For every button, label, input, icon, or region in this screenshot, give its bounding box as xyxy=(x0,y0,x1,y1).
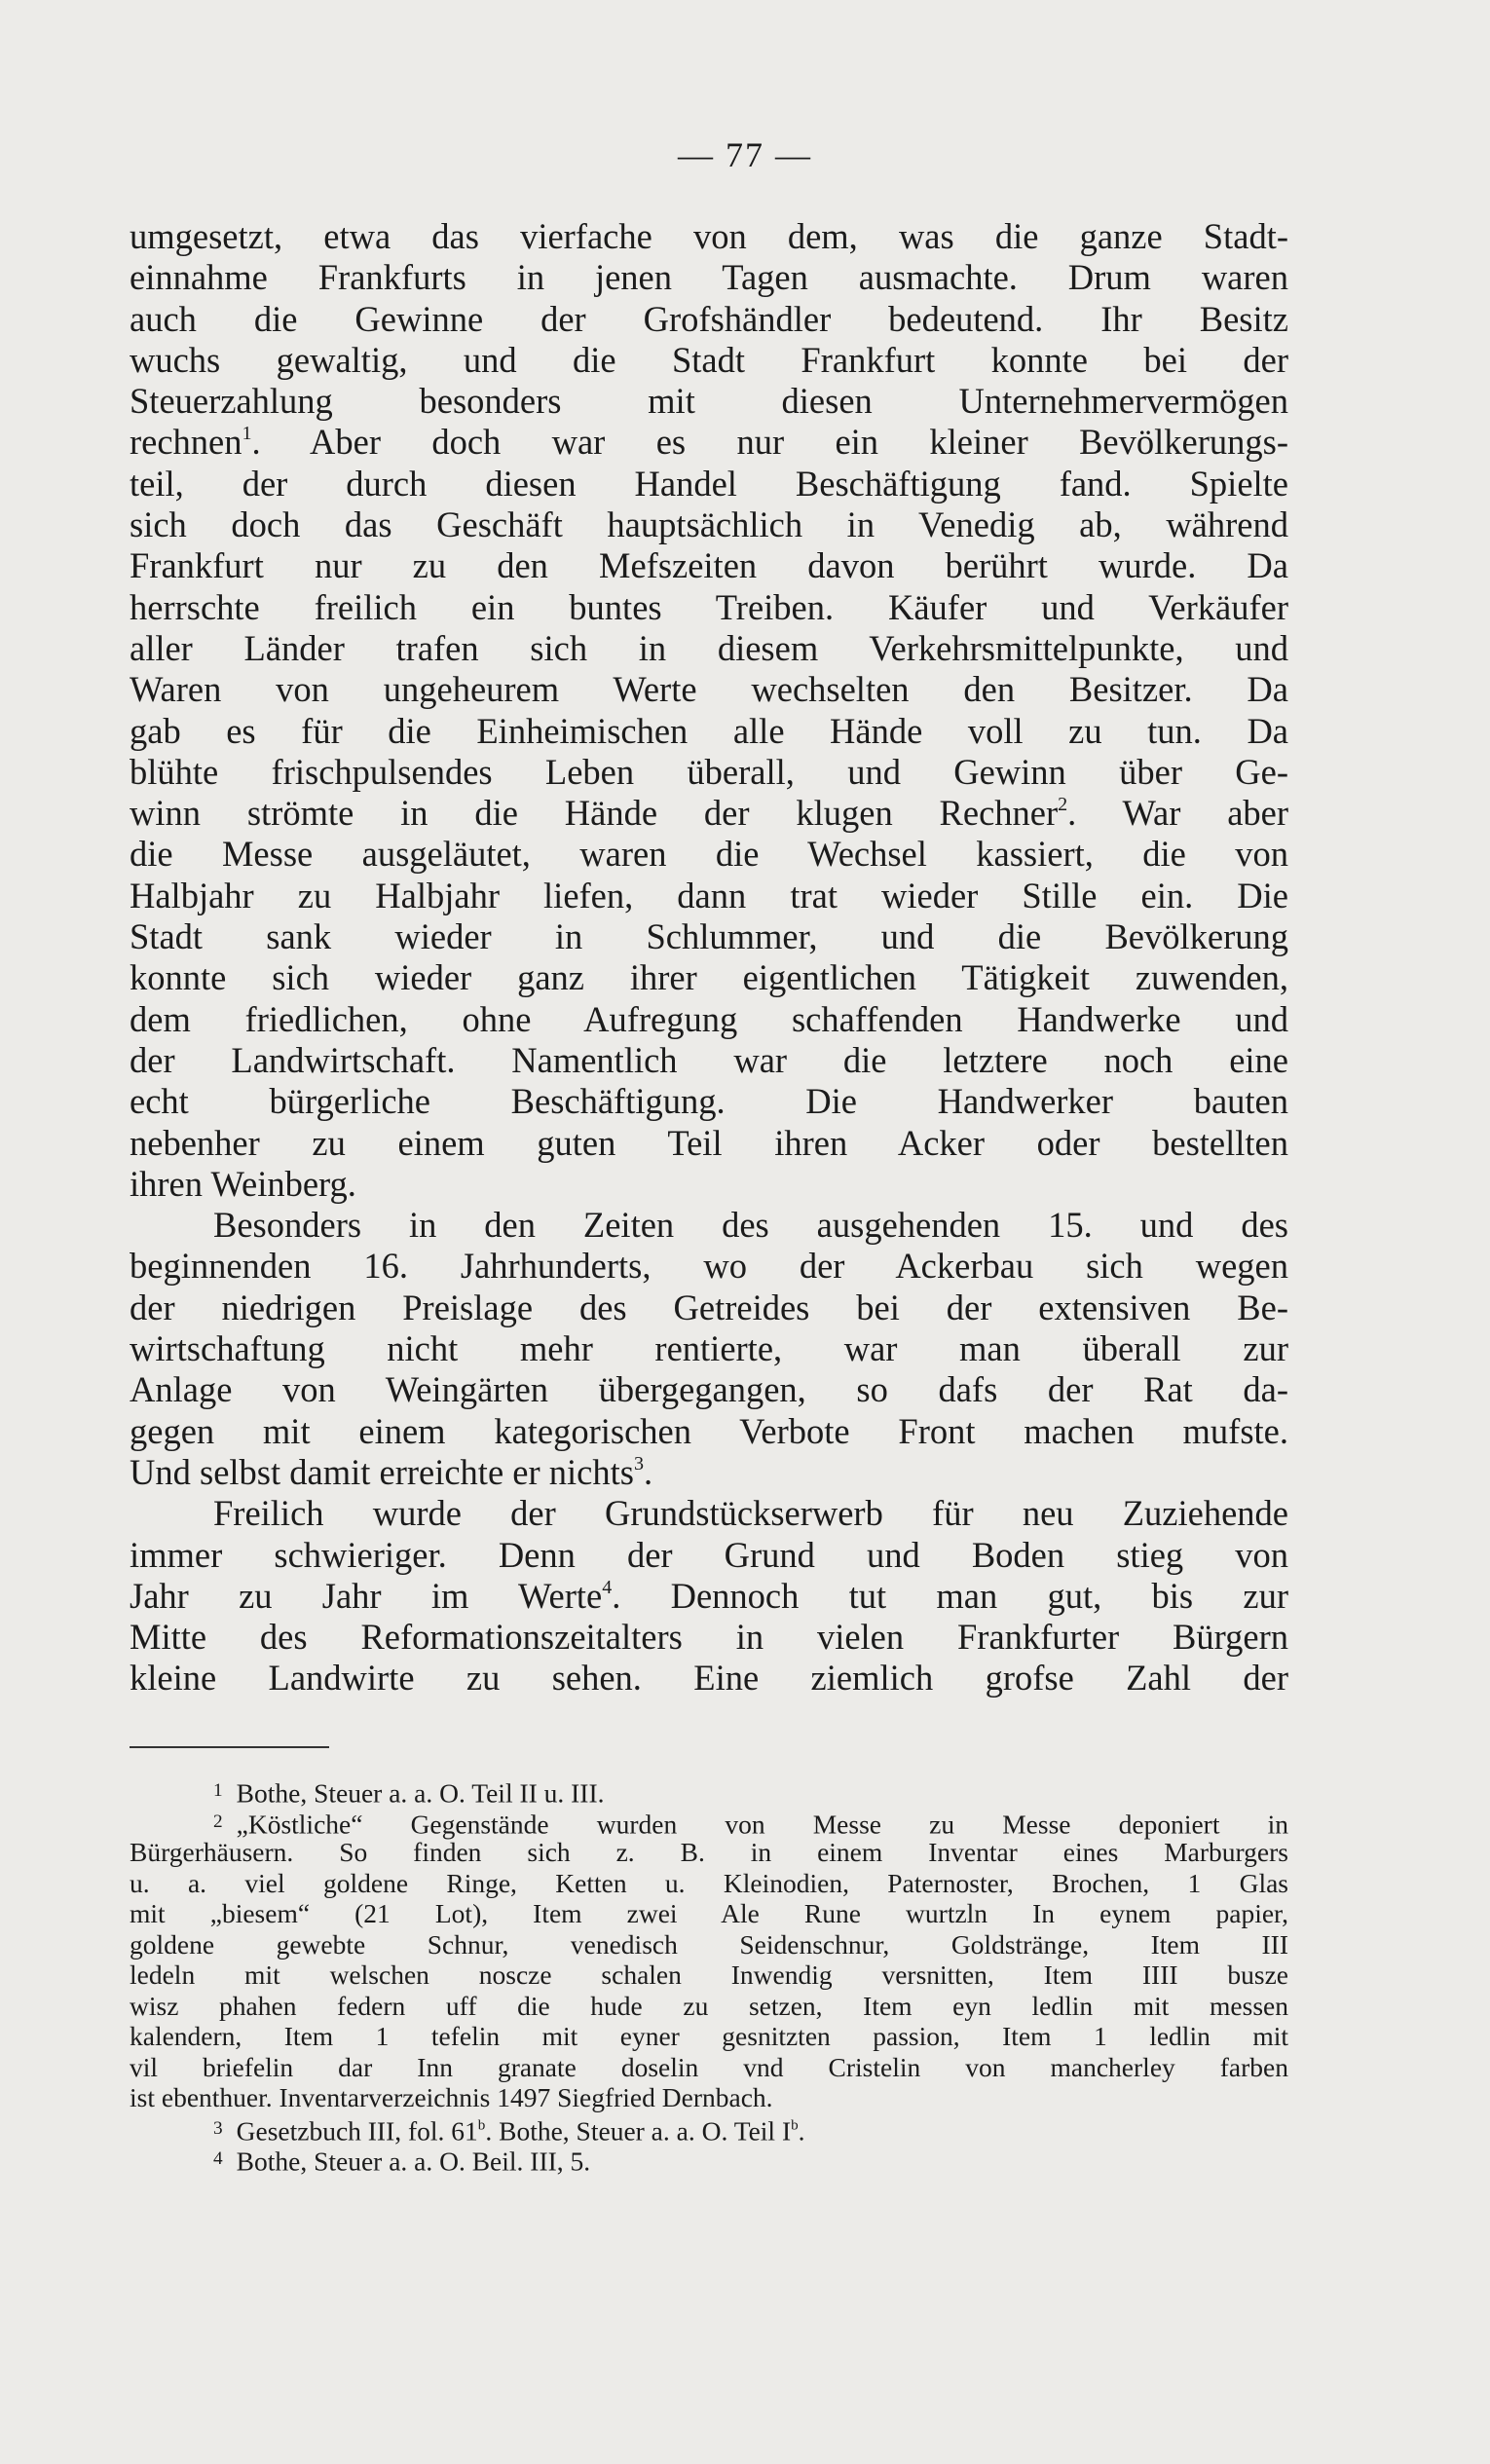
text-line: beginnenden 16. Jahrhunderts, wo der Ackerbau sich wegen xyxy=(130,1246,1288,1287)
text-segment: . Dennoch tut man gut, bis zur xyxy=(612,1575,1288,1616)
text-line: Steuerzahlung besonders mit diesen Unternehmervermögen xyxy=(130,381,1288,422)
text-line: Halbjahr zu Halbjahr liefen, dann trat wieder Stille ein. Die xyxy=(130,875,1288,915)
footnote-text: Bothe, Steuer a. a. O. Teil II u. III. xyxy=(236,1777,605,1809)
text-segment: winn strömte in die Hände der klugen Rechner xyxy=(130,793,1059,834)
footnote-line xyxy=(130,1929,1288,1960)
text-line: wirtschaftung nicht mehr rentierte, war man überall zur xyxy=(130,1328,1288,1369)
footnote-text: Bürgerhäusern. So finden sich z. B. in einem Inventar eines Marburgers xyxy=(130,1837,1288,1867)
footnote-text: ledeln mit welschen noscze schalen Inwendig versnitten, Item IIII busze xyxy=(130,1960,1288,1990)
text-line: kleine Landwirte zu sehen. Eine ziemlich grofse Zahl der xyxy=(130,1658,1288,1699)
footnote-line xyxy=(130,1868,1288,1899)
footnotes xyxy=(130,1775,1288,2175)
footnote-text: Gesetzbuch III, fol. 61 xyxy=(236,2115,478,2147)
footnote-text: goldene gewebte Schnur, venedisch Seidenschnur, Goldstränge, Item III xyxy=(130,1928,1288,1960)
footnote-text: mit „biesem“ (21 Lot), Item zwei Ale Rune wurtzln In eynem papier, xyxy=(130,1898,1288,1928)
text-line: Freilich wurde der Grundstückserwerb für neu Zuziehende xyxy=(213,1493,1288,1534)
footnote-line xyxy=(130,2144,1288,2175)
footnote-marker: 1 xyxy=(242,423,252,445)
footnote-line xyxy=(130,2052,1288,2083)
text-line: Frankfurt nur zu den Mefszeiten davon berührt wurde. Da xyxy=(130,545,1288,586)
body-text xyxy=(130,216,1288,1699)
text-segment: Und selbst damit erreichte er nichts xyxy=(130,1451,634,1492)
footnote-text: wisz phahen federn uff die hude zu setzen, Item eyn ledlin mit messen xyxy=(130,1990,1288,2021)
footnote-text: kalendern, Item 1 tefelin mit eyner gesnitzten passion, Item 1 ledlin mit xyxy=(130,2021,1288,2051)
text-line: aller Länder trafen sich in diesem Verkehrsmittelpunkte, und xyxy=(130,627,1288,668)
text-line: die Messe ausgeläutet, waren die Wechsel kassiert, die von xyxy=(130,834,1288,875)
footnote-text: . xyxy=(798,2115,805,2147)
text-line: Waren von ungeheurem Werte wechselten den Besitzer. Da xyxy=(130,669,1288,710)
footnote-text: . Bothe, Steuer a. a. O. Teil I xyxy=(485,2115,792,2147)
text-line: gab es für die Einheimischen alle Hände voll zu tun. Da xyxy=(130,710,1288,751)
text-line: echt bürgerliche Beschäftigung. Die Handwerker bauten xyxy=(130,1081,1288,1122)
text-line: umgesetzt, etwa das vierfache von dem, was die ganze Stadt- xyxy=(130,216,1288,256)
footnote-separator xyxy=(130,1746,329,1748)
text-line xyxy=(130,793,1288,834)
text-line: blühte frischpulsendes Leben überall, und Gewinn über Ge- xyxy=(130,751,1288,792)
text-line xyxy=(130,1452,1288,1493)
footnote-line xyxy=(130,1960,1288,1991)
text-segment: . Aber doch war es nur ein kleiner Bevölkerungs- xyxy=(251,422,1288,463)
footnote-line xyxy=(130,1807,1288,1838)
text-line: gegen mit einem kategorischen Verbote Front machen mufste. xyxy=(130,1410,1288,1451)
footnote-text: ist ebenthuer. Inventarverzeichnis 1497 Siegfried Dernbach. xyxy=(130,2082,773,2112)
text-line: wuchs gewaltig, und die Stadt Frankfurt konnte bei der xyxy=(130,339,1288,380)
text-line: teil, der durch diesen Handel Beschäftigung fand. Spielte xyxy=(130,463,1288,504)
text-line: Anlage von Weingärten übergegangen, so dafs der Rat da- xyxy=(130,1369,1288,1410)
footnote-text: u. a. viel goldene Ringe, Ketten u. Kleinodien, Paternoster, Brochen, 1 Glas xyxy=(130,1867,1288,1898)
footnote-line xyxy=(130,1775,1288,1807)
text-line: Mitte des Reformationszeitalters in vielen Frankfurter Bürgern xyxy=(130,1617,1288,1658)
text-segment: . xyxy=(643,1451,653,1492)
text-line: der niedrigen Preislage des Getreides bei der extensiven Be- xyxy=(130,1287,1288,1327)
footnote-number: 2 xyxy=(213,1811,223,1832)
footnote-number: 1 xyxy=(213,1780,223,1801)
footnote-text: Bothe, Steuer a. a. O. Beil. III, 5. xyxy=(236,2146,591,2177)
text-line: nebenher zu einem guten Teil ihren Acker oder bestellten xyxy=(130,1122,1288,1163)
footnote-marker: 4 xyxy=(602,1576,613,1598)
text-line xyxy=(130,1576,1288,1617)
text-segment: rechnen xyxy=(130,422,242,463)
text-line: sich doch das Geschäft hauptsächlich in Venedig ab, während xyxy=(130,504,1288,545)
text-segment: . War aber xyxy=(1067,793,1288,834)
text-line: Besonders in den Zeiten des ausgehenden 15. und des xyxy=(213,1205,1288,1246)
footnote-number: 4 xyxy=(213,2148,223,2169)
text-segment: Jahr zu Jahr im Werte xyxy=(130,1575,603,1616)
footnote-line xyxy=(130,1837,1288,1868)
page-number: — 77 — xyxy=(678,135,812,174)
footnote-text: „Köstliche“ Gegenstände wurden von Messe zu Messe deponiert in xyxy=(236,1809,1288,1840)
text-line: einnahme Frankfurts in jenen Tagen ausmachte. Drum waren xyxy=(130,257,1288,298)
footnote-marker: 2 xyxy=(1058,794,1068,816)
footnote-marker: 3 xyxy=(633,1452,644,1475)
superscript: b xyxy=(477,2116,486,2133)
text-line xyxy=(130,422,1288,463)
footnote-number: 3 xyxy=(213,2117,223,2139)
text-line: auch die Gewinne der Grofshändler bedeutend. Ihr Besitz xyxy=(130,298,1288,339)
text-line: Stadt sank wieder in Schlummer, und die Bevölkerung xyxy=(130,916,1288,957)
footnote-line xyxy=(130,2021,1288,2052)
text-line: herrschte freilich ein buntes Treiben. Käufer und Verkäufer xyxy=(130,586,1288,627)
footnote-line xyxy=(130,2082,1288,2113)
text-line: ihren Weinberg. xyxy=(130,1163,356,1204)
text-line: der Landwirtschaft. Namentlich war die letztere noch eine xyxy=(130,1039,1288,1080)
superscript: b xyxy=(791,2116,799,2133)
footnote-line xyxy=(130,1898,1288,1929)
footnote-line xyxy=(130,1991,1288,2022)
text-line: dem friedlichen, ohne Aufregung schaffenden Handwerke und xyxy=(130,998,1288,1039)
footnote-text: vil briefelin dar Inn granate doselin vnd Cristelin von mancherley farben xyxy=(130,2051,1288,2082)
footnote-line xyxy=(130,2113,1288,2145)
text-line: konnte sich wieder ganz ihrer eigentlichen Tätigkeit zuwenden, xyxy=(130,957,1288,998)
text-line: immer schwieriger. Denn der Grund und Boden stieg von xyxy=(130,1534,1288,1575)
